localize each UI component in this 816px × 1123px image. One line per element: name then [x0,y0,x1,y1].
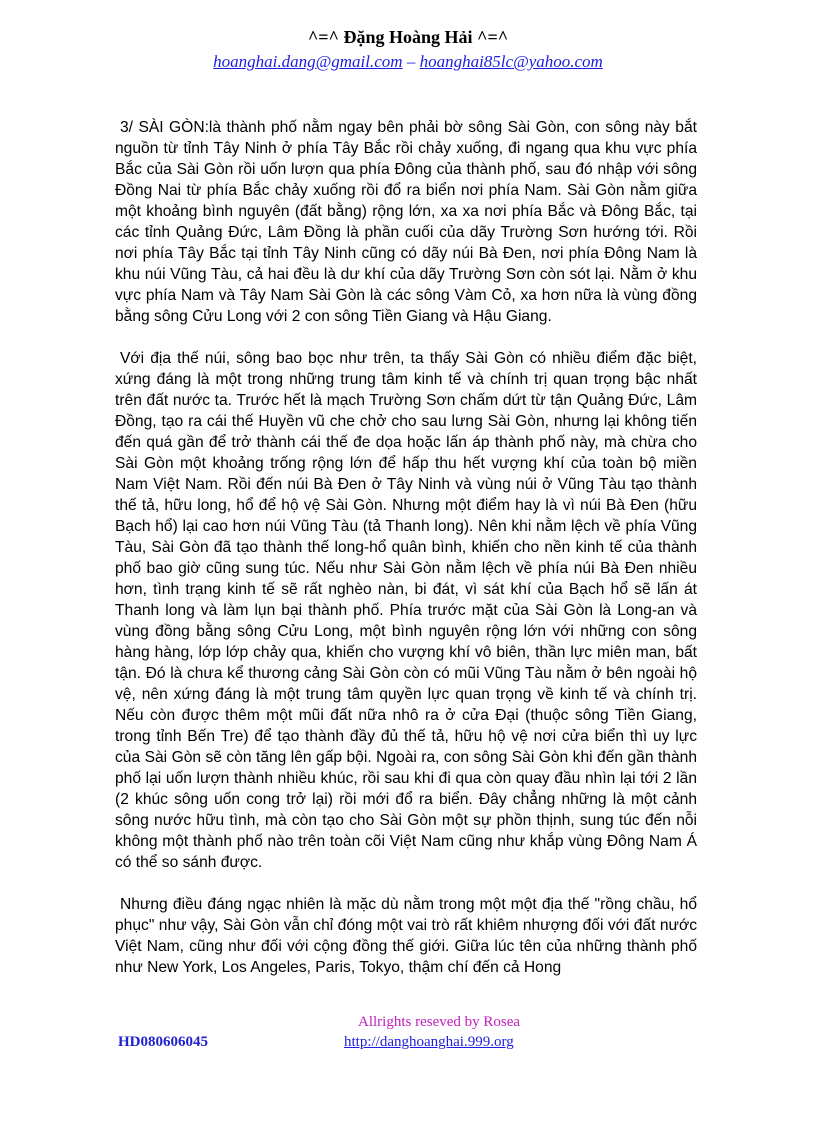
page-header [0,24,816,74]
paragraph-3: Nhưng điều đáng ngạc nhiên là mặc dù nằm trong một một địa thế "rồng chầu, hổ phục" như vậy, Sài Gòn vẫn chỉ đóng một vai trò rất khiêm nhượng đối với đất nước Việt Nam, cũng như đối với cộng đồng thế giới. Giữa lúc tên của những thành phố như New York, Los Angeles, Paris, Tokyo, thậm chí đến cả Hong [115,896,697,976]
paragraph-1: 3/ SÀI GÒN:là thành phố nằm ngay bên phải bờ sông Sài Gòn, con sông này bắt nguồn từ tỉnh Tây Ninh ở phía Tây Bắc rồi chảy xuống, đi ngang qua khu vực phía Bắc của Sài Gòn rồi uốn lượn qua phía Đông của thành phố, sau đó nhập với sông Đồng Nai từ phía Bắc chảy xuống rồi đổ ra biển nơi phía Nam. Sài Gòn nằm giữa một khoảng bình nguyên (đất bằng) rộng lớn, xa xa nơi phía Bắc và Đông Bắc, tại các tỉnh Quảng Đức, Lâm Đồng là phần cuối của dãy Trường Sơn hướng tới. Rồi nơi phía Tây Bắc tại tỉnh Tây Ninh cũng có dãy núi Bà Đen, nơi phía Đông Nam là khu núi Vũng Tàu, cả hai đều là dư khí của dãy Trường Sơn còn sót lại. Nằm ở khu vực phía Nam và Tây Nam Sài Gòn là các sông Vàm Cỏ, xa hơn nữa là vùng đồng bằng sông Cửu Long với 2 con sông Tiền Giang và Hậu Giang. [115,119,697,325]
article-body [115,117,697,999]
email-link-yahoo[interactable]: hoanghai85lc@yahoo.com [419,52,603,71]
document-code: HD080606045 [118,1034,208,1050]
website-link[interactable]: http://danghoanghai.999.org [344,1034,514,1050]
author-title: ^=^ Đặng Hoàng Hải ^=^ [307,27,509,47]
email-separator: – [402,52,420,71]
paragraph-2: Với địa thế núi, sông bao bọc như trên, ta thấy Sài Gòn có nhiều điểm đặc biệt, xứng đáng là một trong những trung tâm kinh tế và chính trị quan trọng bậc nhất trên đất nước ta. Trước hết là mạch Trường Sơn chấm dứt từ tận Quảng Đức, Lâm Đồng, tạo ra cái thế Huyền vũ che chở cho sau lưng Sài Gòn, nhưng lại không tiến đến quá gần để trở thành cái thế đe dọa hoặc lấn áp thành phố này, mà chừa cho Sài Gòn một khoảng trống rộng lớn để hấp thu hết vượng khí của toàn bộ miền Nam Việt Nam. Rồi đến núi Bà Đen ở Tây Ninh và vùng núi ở Vũng Tàu tạo thành thế tả, hữu long, hổ để hộ vệ Sài Gòn. Nhưng một điểm hay là vì núi Bà Đen (hữu Bạch hổ) lại cao hơn núi Vũng Tàu (tả Thanh long). Nên khi nằm lệch về phía Vũng Tàu, Sài Gòn đã tạo thành thế long-hổ quân bình, khiến cho nền kinh tế của thành phố bao giờ cũng sung túc. Nếu như Sài Gòn nằm lệch về phía núi Bà Đen nhiều hơn, tình trạng kinh tế sẽ rất nghèo nàn, bi đát, vì sát khí của Bạch hổ sẽ lấn át Thanh long và làm lụn bại thành phố. Phía trước mặt của Sài Gòn là Long-an và vùng đồng bằng sông Cửu Long, một bình nguyên rộng lớn với những con sông hàng hàng, lớp lớp chảy qua, khiến cho vượng khí vô biên, thần lực miên man, bất tận. Đó là chưa kể thương cảng Sài Gòn còn có mũi Vũng Tàu nằm ở bên ngoài hộ vệ, nên xứng đáng là một trung tâm quyền lực quan trọng về kinh tế và chính trị. Nếu còn được thêm một mũi đất nữa nhô ra ở cửa Đại (thuộc sông Tiền Giang, trong tỉnh Bến Tre) để tạo thành đầy đủ thế tả, hữu hộ vệ nơi cửa biển thì uy lực của Sài Gòn sẽ còn tăng lên gấp bội. Ngoài ra, con sông Sài Gòn khi đến gần thành phố lại uốn lượn thành nhiều khúc, rồi sau khi đi qua còn quay đầu nhìn lại tới 2 lần (2 khúc sông uốn cong trở lại) rồi mới đổ ra biển. Đây chẳng những là một cảnh sông nước hữu tình, mà còn tạo cho Sài Gòn một sự phồn thịnh, sung túc đến nỗi không một thành phố nào trên toàn cõi Việt Nam cũng như khắp vùng Đông Nam Á có thể so sánh được. [115,350,697,871]
email-link-gmail[interactable]: hoanghai.dang@gmail.com [213,52,403,71]
copyright-notice: Allrights reseved by Rosea [358,1014,521,1030]
contact-emails [0,50,816,74]
page-footer [0,1012,816,1062]
